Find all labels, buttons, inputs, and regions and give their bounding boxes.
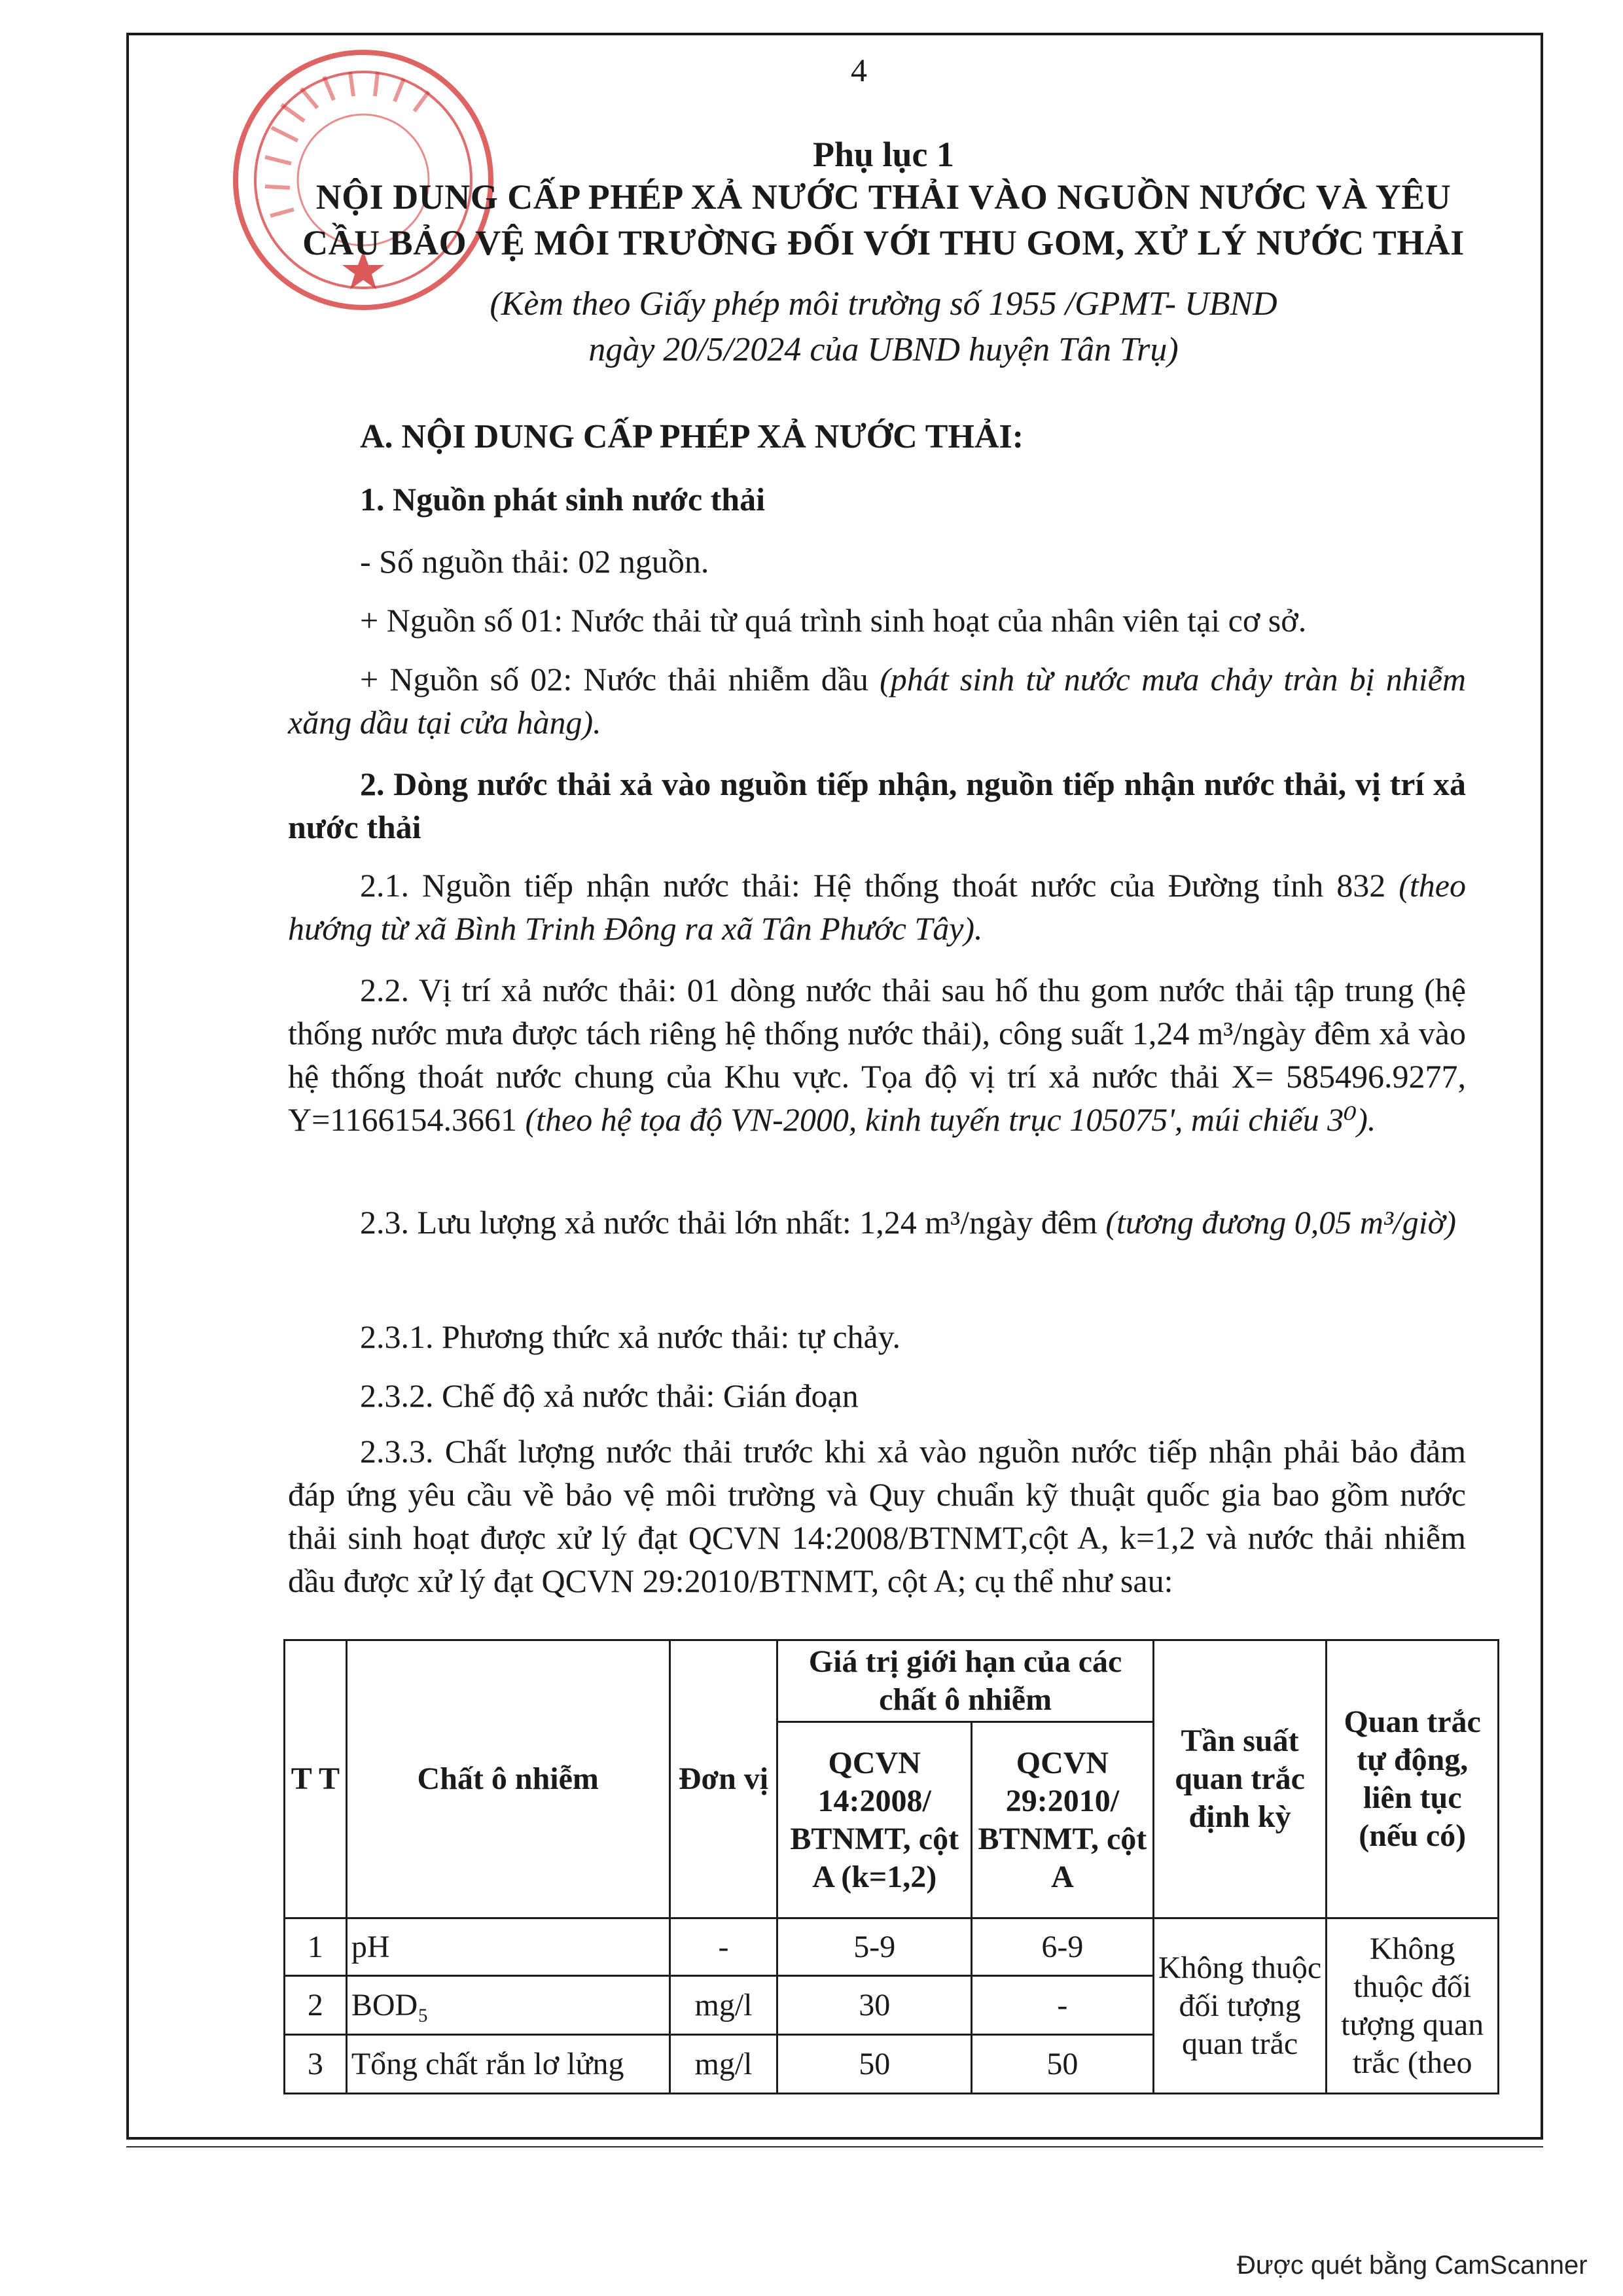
cell-auto-monitoring: Không thuộc đối tượng quan trắc (theo <box>1327 1918 1499 2094</box>
cell-tt: 3 <box>285 2035 347 2094</box>
paragraph-2-1: 2.1. Nguồn tiếp nhận nước thải: Hệ thống thoát nước của Đường tỉnh 832 (theo hướng từ xã Bình Trinh Đông ra xã Tân Phước Tây). <box>288 867 1466 947</box>
document-subtitle-line-1: (Kèm theo Giấy phép môi trường số 1955 /GPMT- UBND <box>490 285 1277 323</box>
document-title-line-1: NỘI DUNG CẤP PHÉP XẢ NƯỚC THẢI VÀO NGUỒN NƯỚC VÀ YÊU <box>315 177 1452 217</box>
paragraph-2-3-1: 2.3.1. Phương thức xả nước thải: tự chảy. <box>360 1318 901 1355</box>
header-frequency: Tần suất quan trắc định kỳ <box>1153 1640 1327 1918</box>
paragraph-2-3-3: 2.3.3. Chất lượng nước thải trước khi xả vào nguồn nước tiếp nhận phải bảo đảm đáp ứng yêu cầu về bảo vệ môi trường và Quy chuẩn kỹ thuật quốc gia bao gồm nước thải sinh hoạt được xử lý đạt QCVN 14:2008/BTNMT,cột A, k=1,2 và nước thải nhiễm dầu được xử lý đạt QCVN 29:2010/BTNMT, cột A; cụ thể như sau: <box>288 1433 1466 1599</box>
cell-qcvn29: 6-9 <box>972 1918 1154 1976</box>
document-subtitle-line-2: ngày 20/5/2024 của UBND huyện Tân Trụ) <box>588 331 1179 368</box>
paragraph-2-3-2: 2.3.2. Chế độ xả nước thải: Gián đoạn <box>360 1377 859 1414</box>
scanner-watermark: Được quét bằng CamScanner <box>1237 2251 1588 2280</box>
cell-tt: 2 <box>285 1976 347 2035</box>
page-number: 4 <box>851 52 867 88</box>
section-2-heading: 2. Dòng nước thải xả vào nguồn tiếp nhận, nguồn tiếp nhận nước thải, vị trí xả nước thải <box>288 766 1466 845</box>
cell-pollutant: BOD₅ <box>346 1976 669 2035</box>
cell-qcvn14: 30 <box>777 1976 972 2035</box>
header-pollutant: Chất ô nhiễm <box>346 1640 669 1918</box>
cell-tt: 1 <box>285 1918 347 1976</box>
cell-qcvn29: 50 <box>972 2035 1154 2094</box>
cell-unit: - <box>669 1918 777 1976</box>
appendix-label: Phụ lục 1 <box>812 135 955 174</box>
cell-qcvn29: - <box>972 1976 1154 2035</box>
source-2: + Nguồn số 02: Nước thải nhiễm dầu (phát sinh từ nước mưa chảy tràn bị nhiễm xăng dầu tại cửa hàng). <box>288 661 1466 741</box>
cell-pollutant: pH <box>346 1918 669 1976</box>
paragraph-2-2: 2.2. Vị trí xả nước thải: 01 dòng nước thải sau hố thu gom nước thải tập trung (hệ thống nước mưa được tách riêng hệ thống nước thải), công suất 1,24 m³/ngày đêm xả vào hệ thống thoát nước chung của Khu vực. Tọa độ vị trí xả nước thải X= 585496.9277, Y=1166154.3661 (theo hệ tọa độ VN-2000, kinh tuyến trục 105075', múi chiếu 3⁰). <box>288 972 1466 1138</box>
cell-pollutant: Tổng chất rắn lơ lửng <box>346 2035 669 2094</box>
header-qcvn14: QCVN 14:2008/ BTNMT, cột A (k=1,2) <box>777 1722 972 1918</box>
cell-unit: mg/l <box>669 2035 777 2094</box>
page-bottom-rule <box>126 2146 1543 2147</box>
header-tt: T T <box>285 1640 347 1918</box>
pollutant-limits-table <box>283 1639 1499 2094</box>
document-title-line-2: CẦU BẢO VỆ MÔI TRƯỜNG ĐỐI VỚI THU GOM, XỬ LÝ NƯỚC THẢI <box>302 223 1465 262</box>
source-1: + Nguồn số 01: Nước thải từ quá trình sinh hoạt của nhân viên tại cơ sở. <box>360 602 1307 639</box>
cell-qcvn14: 5-9 <box>777 1918 972 1976</box>
section-a-heading: A. NỘI DUNG CẤP PHÉP XẢ NƯỚC THẢI: <box>360 418 1024 455</box>
cell-unit: mg/l <box>669 1976 777 2035</box>
cell-frequency: Không thuộc đối tượng quan trắc <box>1153 1918 1327 2094</box>
table-row <box>285 1918 1499 1976</box>
header-limit-group: Giá trị giới hạn của các chất ô nhiễm <box>777 1640 1153 1722</box>
section-1-heading: 1. Nguồn phát sinh nước thải <box>360 481 765 518</box>
header-qcvn29: QCVN 29:2010/ BTNMT, cột A <box>972 1722 1154 1918</box>
paragraph-2-3: 2.3. Lưu lượng xả nước thải lớn nhất: 1,24 m³/ngày đêm (tương đương 0,05 m³/giờ) <box>360 1204 1457 1241</box>
sources-count: - Số nguồn thải: 02 nguồn. <box>360 543 709 580</box>
header-auto-monitoring: Quan trắc tự động, liên tục (nếu có) <box>1327 1640 1499 1918</box>
header-unit: Đơn vị <box>669 1640 777 1918</box>
cell-qcvn14: 50 <box>777 2035 972 2094</box>
